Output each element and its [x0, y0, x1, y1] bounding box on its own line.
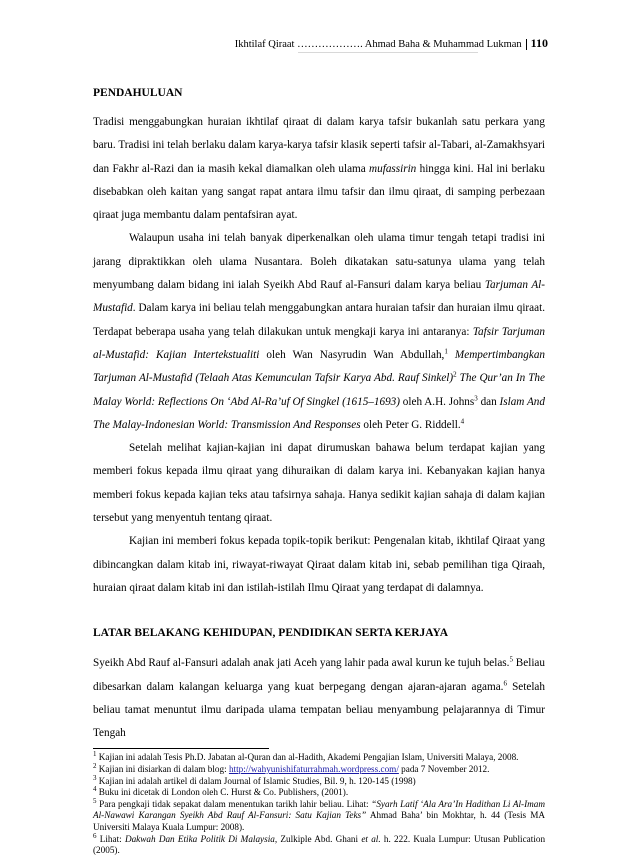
footnote-text: pada 7 November 2012.: [401, 764, 490, 775]
footnote-number: 5: [93, 796, 97, 805]
page-number: 110: [530, 36, 548, 50]
footnote-ref[interactable]: 6: [503, 678, 507, 687]
footnote-text: h. 222. Kuala Lumpur: Utusan Publication (2005).: [93, 833, 546, 856]
footnote: [93, 773, 545, 788]
text-run: dan: [480, 395, 497, 408]
footnote-text: Kajian ini disiarkan di dalam blog:: [98, 764, 227, 775]
footnote-ref[interactable]: 1: [444, 347, 448, 356]
paragraph: [93, 227, 545, 437]
paragraph: Setelah melihat kajian-kajian ini dapat dirumuskan bahawa belum terdapat kajian yang memberi fokus kepada ilmu qiraat yang dihuraikan di dalam karya ini. Kebanyakan kajian hanya memberi fokus kepada kajian teks atau tafsirnya sahaja. Hanya sedikit kajian sahaja di dalam kajian tersebut yang menyentuh tentang qiraat.: [93, 442, 545, 525]
text-run: Setelah beliau tamat menuntut ilmu daripada ulama tempatan beliau menyambung pelajarannya di Timur Tengah: [93, 680, 545, 740]
footnote-ref[interactable]: 2: [453, 370, 457, 379]
footnote-text: Lihat:: [99, 833, 122, 844]
text-run: . Dalam karya ini beliau telah menggabungkan antara huraian tafsir dan huraian ilmu qiraat. Terdapat beberapa usaha yang telah dilakukan untuk mengkaji karya ini antaranya:: [93, 302, 545, 338]
footnote-number: 6: [93, 831, 97, 840]
text-run: oleh A.H. Johns: [402, 395, 475, 408]
footnote-rule: [93, 748, 269, 749]
italic-title: “Syarh Latif ‘Ala Ara’In Hadithan Li Al-Imam Al-Nawawi Karangan Syeikh Abd Rauf Al-Fansuri: Satu Kajian Teks”: [93, 798, 545, 821]
footnote: [93, 787, 545, 799]
text-run: Tradisi menggabungkan huraian ikhtilaf qiraat di dalam karya tafsir bukanlah satu perkara yang baru. Tradisi ini telah berlaku dalam karya-karya tafsir klasik seperti tafsir al-Tabari, al-Zamakhsyari dan Fakhr al-Razi dan ia masih kekal diamalkan oleh ulama: [93, 116, 545, 175]
italic-title: Dakwah Dan Etika Politik Di Malaysia,: [124, 833, 278, 844]
footnote: [93, 831, 546, 857]
footnote-ref[interactable]: 4: [460, 417, 465, 426]
paragraph: [93, 652, 545, 745]
footnote-text: Kajian ini adalah Tesis Ph.D. Jabatan al-Quran dan al-Hadith, Akademi Pengajian Islam, Universiti Malaya, 2008.: [98, 752, 519, 763]
footnote-text: Kajian ini adalah artikel di dalam Journal of Islamic Studies, Bil. 9, h. 120-145 (1998): [98, 775, 416, 786]
footnote-number: 3: [93, 773, 97, 782]
paragraph: Kajian ini memberi fokus kepada topik-topik berikut: Pengenalan kitab, ikhtilaf Qiraat yang dibincangkan dalam kitab ini, riwayat-riwayat Qiraat dalam kitab ini, sebab pemilihan tiga Qiraah, huraian qiraat dalam kitab ini dan istilah-istilah Ilmu Qiraat yang terdapat di dalamnya.: [93, 535, 545, 594]
footnote-number: 4: [93, 785, 97, 794]
header-rule: [298, 52, 478, 53]
italic-title: The Qur’an In The Malay World: Reflections On ‘Abd Al-Ra’uf Of Singkel (1615–1693): [93, 372, 545, 408]
footnote-text: Ahmad Baha’ bin Mokhtar, h. 44 (Tesis MA Universiti Malaya Kuala Lumpur: 2008).: [93, 810, 545, 832]
text-run: oleh Peter G. Riddell.: [363, 418, 461, 431]
text-run: hingga kini. Hal ini berlaku disebabkan oleh kaitan yang sangat rapat antara ilmu tafsir dan ilmu qiraat, di samping perbezaan qiraat juga membantu dalam pentafsiran ayat.: [93, 162, 545, 222]
italic-title: Tafsir Tarjuman al-Mustafid: Kajian Intertekstualiti: [93, 325, 546, 361]
text-run: oleh Wan Nasyrudin Wan Abdullah,: [266, 348, 445, 361]
footnote-number: 1: [93, 750, 97, 759]
footnote-text: Buku ini dicetak di London oleh C. Hurst & Co. Publishers, (2001).: [98, 787, 349, 798]
italic-term: mufassirin: [369, 162, 417, 175]
header-title: Ikhtilaf Qiraat ………………. Ahmad Baha & Muhammad Lukman: [234, 39, 522, 50]
paragraph: [93, 111, 545, 227]
italic-term: et al.: [361, 833, 381, 844]
text-run: Walaupun usaha ini telah banyak diperkenalkan oleh ulama timur tengah tetapi tradisi ini jarang dipraktikkan oleh ulama Nusantara. Boleh dikatakan satu-satunya ulama yang telah menyumbang dalam bidang ini ialah Syeikh Abd Rauf al-Fansuri dalam karya beliau: [93, 232, 545, 292]
italic-title: Tarjuman Al-Mustafid: [93, 279, 546, 315]
page-body: [93, 84, 545, 857]
footnote-text: Para pengkaji tidak sepakat dalam menentukan tarikh lahir beliau. Lihat:: [99, 798, 369, 809]
footnote: [93, 796, 545, 834]
section-heading-latar-belakang: LATAR BELAKANG KEHIDUPAN, PENDIDIKAN SERTA KERJAYA: [93, 627, 449, 640]
blog-link[interactable]: http://wahyunishifaturrahmah.wordpress.com/: [228, 764, 399, 775]
italic-title: Mempertimbangkan Tarjuman Al-Mustafid (Telaah Atas Kemunculan Tafsir Karya Abd. Rauf Sinkel): [93, 348, 546, 385]
footnote-ref[interactable]: 5: [509, 655, 513, 664]
header-divider: [526, 39, 527, 50]
footnote-ref[interactable]: 3: [474, 393, 478, 402]
footnote-text: Zulkiple Abd. Ghani: [280, 833, 359, 844]
text-run: Beliau dibesarkan dalam kalangan keluarga yang kuat berpegang dengan ajaran-ajaran agama.: [93, 657, 545, 693]
section-heading-pendahuluan: PENDAHULUAN: [93, 87, 183, 99]
footnote: [93, 761, 545, 776]
footnote: [93, 752, 545, 764]
footnote-number: 2: [93, 761, 97, 770]
text-run: Syeikh Abd Rauf al-Fansuri adalah anak jati Aceh yang lahir pada awal kurun ke tujuh belas.: [93, 657, 510, 670]
running-header: [0, 36, 548, 51]
italic-title: Islam And The Malay-Indonesian World: Transmission And Responses: [93, 395, 545, 431]
